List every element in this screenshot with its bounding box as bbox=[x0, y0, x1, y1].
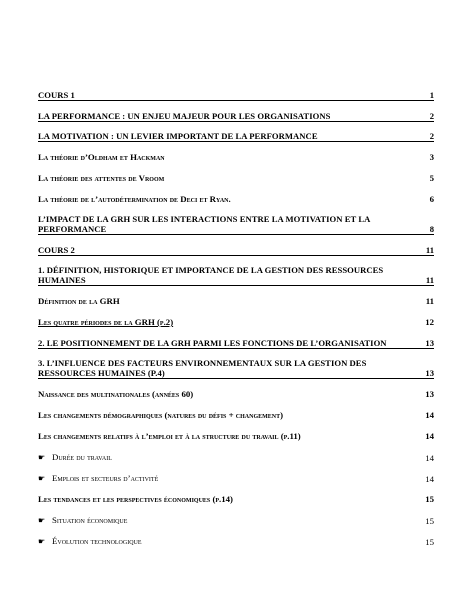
toc-entry-title: Les quatre périodes de la GRH (p.2) bbox=[38, 317, 174, 327]
toc-entry-title: Les changements démographiques (natures du défis + changement) bbox=[38, 410, 284, 420]
toc-entry-page: 14 bbox=[425, 410, 434, 420]
toc-entry-definition-historique[interactable] bbox=[38, 265, 434, 286]
toc-entry-title: LA MOTIVATION : UN LEVIER IMPORTANT DE LA PERFORMANCE bbox=[38, 131, 318, 141]
toc-entry-page: 1 bbox=[429, 90, 434, 100]
toc-entry-page: 5 bbox=[429, 173, 434, 183]
toc-entry-title: Durée du travail bbox=[52, 452, 112, 462]
hand-pointer-icon: ☛ bbox=[38, 453, 46, 462]
toc-entry-page: 15 bbox=[425, 516, 434, 526]
toc-entry-deci-ryan[interactable] bbox=[38, 194, 434, 204]
toc-entry-evolution-technologique[interactable] bbox=[38, 536, 434, 547]
toc-entry-title: Emplois et secteurs d’activité bbox=[52, 473, 159, 483]
toc-entry-emploi-structure[interactable] bbox=[38, 431, 434, 441]
toc-entry-title: Les tendances et les perspectives économiques (p.14) bbox=[38, 494, 233, 504]
toc-entry-performance[interactable] bbox=[38, 111, 434, 122]
toc-entry-title: L’IMPACT DE LA GRH SUR LES INTERACTIONS ENTRE LA MOTIVATION ET LA PERFORMANCE bbox=[38, 214, 370, 234]
toc-entry-vroom[interactable] bbox=[38, 173, 434, 183]
toc-entry-cours-2[interactable] bbox=[38, 245, 434, 256]
toc-entry-title: Naissance des multinationales (années 60) bbox=[38, 389, 194, 399]
toc-entry-page: 13 bbox=[425, 338, 434, 348]
toc-entry-title: 1. DÉFINITION, HISTORIQUE ET IMPORTANCE DE LA GESTION DES RESSOURCES HUMAINES bbox=[38, 265, 384, 285]
toc-entry-page: 2 bbox=[429, 111, 434, 121]
toc-entry-page: 14 bbox=[425, 474, 434, 484]
toc-entry-page: 12 bbox=[425, 317, 434, 327]
toc-entry-page: 11 bbox=[425, 245, 434, 255]
toc-entry-title: LA PERFORMANCE : UN ENJEU MAJEUR POUR LES ORGANISATIONS bbox=[38, 111, 331, 121]
toc-entry-title: La théorie d’Oldham et Hackman bbox=[38, 152, 165, 162]
toc-entry-multinationales[interactable] bbox=[38, 389, 434, 399]
toc-entry-title: La théorie de l’autodétermination de Deci et Ryan. bbox=[38, 194, 231, 204]
toc-entry-situation-economique[interactable] bbox=[38, 515, 434, 526]
toc-entry-duree-travail[interactable] bbox=[38, 452, 434, 463]
hand-pointer-icon: ☛ bbox=[38, 474, 46, 483]
toc-entry-page: 2 bbox=[429, 131, 434, 141]
toc-entry-tendances[interactable] bbox=[38, 494, 434, 504]
toc-entry-page: 13 bbox=[425, 368, 434, 378]
toc-entry-title: La théorie des attentes de Vroom bbox=[38, 173, 165, 183]
toc-entry-page: 15 bbox=[425, 494, 434, 504]
toc-entry-title: COURS 1 bbox=[38, 90, 75, 100]
toc-entry-definition-grh[interactable] bbox=[38, 296, 434, 306]
toc-entry-quatre-periodes[interactable] bbox=[38, 317, 434, 327]
toc-entry-page: 11 bbox=[425, 296, 434, 306]
toc-entry-page: 14 bbox=[425, 453, 434, 463]
hand-pointer-icon: ☛ bbox=[38, 516, 46, 525]
hand-pointer-icon: ☛ bbox=[38, 537, 46, 546]
toc-entry-page: 8 bbox=[429, 224, 434, 234]
toc-entry-title: 2. LE POSITIONNEMENT DE LA GRH PARMI LES FONCTIONS DE L’ORGANISATION bbox=[38, 338, 387, 348]
toc-entry-demographiques[interactable] bbox=[38, 410, 434, 420]
toc-entry-title: Définition de la GRH bbox=[38, 296, 120, 306]
toc-entry-page: 6 bbox=[429, 194, 434, 204]
toc-entry-cours-1[interactable] bbox=[38, 90, 434, 101]
toc-entry-impact-grh[interactable] bbox=[38, 214, 434, 235]
toc-entry-title: COURS 2 bbox=[38, 245, 75, 255]
toc-entry-motivation[interactable] bbox=[38, 131, 434, 142]
toc-entry-page: 3 bbox=[429, 152, 434, 162]
toc-entry-title: Situation économique bbox=[52, 515, 128, 525]
toc-entry-positionnement[interactable] bbox=[38, 338, 434, 349]
toc-entry-page: 15 bbox=[425, 537, 434, 547]
toc-entry-page: 13 bbox=[425, 389, 434, 399]
toc-entry-title: Évolution technologique bbox=[52, 536, 142, 546]
toc-entry-emplois-secteurs[interactable] bbox=[38, 473, 434, 484]
toc-entry-title: Les changements relatifs à l’emploi et à la structure du travail (p.11) bbox=[38, 431, 301, 441]
toc-entry-influence-facteurs[interactable] bbox=[38, 358, 434, 379]
toc-entry-oldham-hackman[interactable] bbox=[38, 152, 434, 162]
toc-entry-page: 14 bbox=[425, 431, 434, 441]
toc-entry-title: 3. L’INFLUENCE DES FACTEURS ENVIRONNEMENTAUX SUR LA GESTION DES RESSOURCES HUMAINES (P.4) bbox=[38, 358, 367, 378]
toc-entry-page: 11 bbox=[425, 275, 434, 285]
